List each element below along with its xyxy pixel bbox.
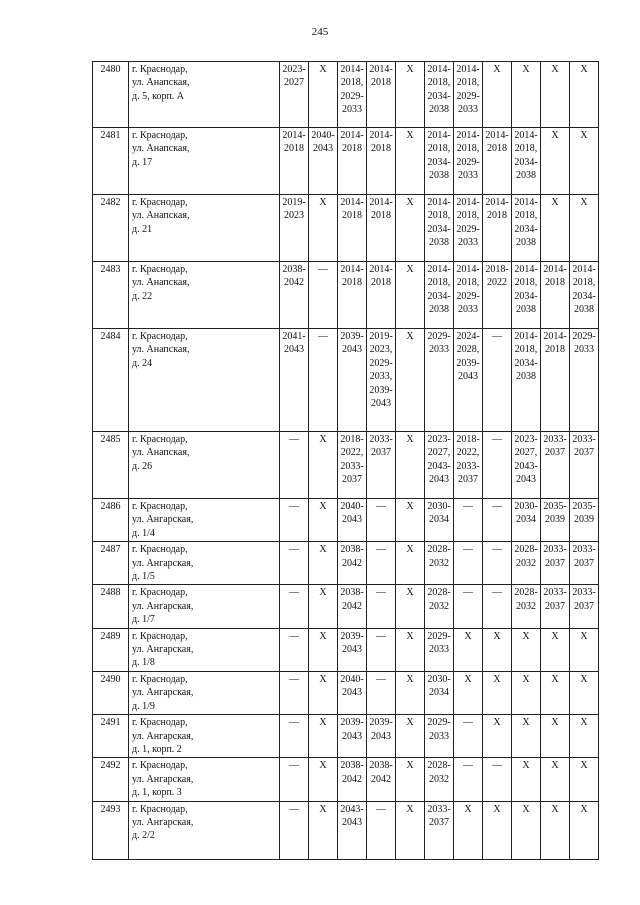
period-cell: 2014- 2018, 2029- 2033 [454,195,483,262]
period-cell: 2014- 2018 [338,128,367,195]
period-cell: 2014- 2018 [367,128,396,195]
period-cell: X [396,801,425,859]
period-cell: — [454,585,483,628]
period-cell: X [570,195,599,262]
period-cell: — [454,715,483,758]
period-cell: — [454,758,483,801]
row-number: 2481 [93,128,129,195]
period-cell: 2018- 2022, 2033- 2037 [338,432,367,499]
period-cell: X [309,195,338,262]
period-cell: 2039- 2043 [338,628,367,671]
address-cell: г. Краснодар, ул. Анапская, д. 5, корп. А [129,62,280,128]
period-cell: — [483,432,512,499]
period-cell: 2014- 2018, 2034- 2038 [425,195,454,262]
period-cell: X [309,499,338,542]
period-cell: X [454,801,483,859]
address-cell: г. Краснодар, ул. Ангарская, д. 1/5 [129,542,280,585]
period-cell: 2024- 2028, 2039- 2043 [454,329,483,432]
period-cell: — [367,585,396,628]
period-cell: 2041- 2043 [280,329,309,432]
period-cell: X [541,801,570,859]
period-cell: X [396,128,425,195]
period-cell: 2023- 2027 [280,62,309,128]
table-row [93,801,599,859]
table-row [93,585,599,628]
row-number: 2491 [93,715,129,758]
period-cell: 2033- 2037 [541,585,570,628]
row-number: 2485 [93,432,129,499]
period-cell: 2028- 2032 [425,542,454,585]
period-cell: X [309,671,338,714]
row-number: 2490 [93,671,129,714]
period-cell: 2023- 2027, 2043- 2043 [425,432,454,499]
table-row [93,195,599,262]
address-cell: г. Краснодар, ул. Ангарская, д. 1/4 [129,499,280,542]
row-number: 2480 [93,62,129,128]
period-cell: — [280,585,309,628]
period-cell: X [396,758,425,801]
period-cell: 2039- 2043 [338,715,367,758]
table-row [93,628,599,671]
table-row [93,62,599,128]
period-cell: — [367,671,396,714]
address-cell: г. Краснодар, ул. Ангарская, д. 1/8 [129,628,280,671]
period-cell: 2014- 2018 [280,128,309,195]
period-cell: — [367,801,396,859]
period-cell: 2014- 2018, 2029- 2033 [338,62,367,128]
period-cell: 2029- 2033 [425,628,454,671]
period-cell: 2014- 2018 [541,262,570,329]
row-number: 2486 [93,499,129,542]
period-cell: — [280,715,309,758]
address-cell: г. Краснодар, ул. Ангарская, д. 1/7 [129,585,280,628]
period-cell: X [541,128,570,195]
period-cell: 2035- 2039 [570,499,599,542]
period-cell: X [512,801,541,859]
period-cell: 2033- 2037 [425,801,454,859]
period-cell: 2040- 2043 [309,128,338,195]
period-cell: 2018- 2022 [483,262,512,329]
table-row [93,715,599,758]
period-cell: — [454,499,483,542]
period-cell: X [396,262,425,329]
period-cell: 2029- 2033 [570,329,599,432]
period-cell: 2014- 2018 [483,128,512,195]
period-cell: 2018- 2022, 2033- 2037 [454,432,483,499]
address-cell: г. Краснодар, ул. Ангарская, д. 1, корп. 2 [129,715,280,758]
period-cell: 2014- 2018, 2034- 2038 [425,62,454,128]
period-cell: X [309,628,338,671]
period-cell: X [570,758,599,801]
period-cell: X [541,758,570,801]
period-cell: 2014- 2018 [367,195,396,262]
table-row [93,128,599,195]
period-cell: X [483,62,512,128]
page-number: 245 [311,26,329,38]
period-cell: X [570,671,599,714]
row-number: 2484 [93,329,129,432]
period-cell: X [512,62,541,128]
period-cell: 2023- 2027, 2043- 2043 [512,432,541,499]
period-cell: 2033- 2037 [570,432,599,499]
period-cell: 2040- 2043 [338,671,367,714]
period-cell: X [570,628,599,671]
period-cell: — [483,758,512,801]
period-cell: 2014- 2018, 2034- 2038 [570,262,599,329]
repair-schedule-table [92,61,599,860]
period-cell: 2014- 2018, 2034- 2038 [512,195,541,262]
period-cell: X [483,801,512,859]
period-cell: — [483,542,512,585]
period-cell: X [483,715,512,758]
period-cell: 2014- 2018, 2034- 2038 [425,128,454,195]
period-cell: X [541,715,570,758]
address-cell: г. Краснодар, ул. Анапская, д. 17 [129,128,280,195]
period-cell: 2039- 2043 [367,715,396,758]
period-cell: 2014- 2018, 2029- 2033 [454,128,483,195]
period-cell: X [512,671,541,714]
period-cell: 2014- 2018, 2034- 2038 [512,262,541,329]
period-cell: 2030- 2034 [512,499,541,542]
period-cell: X [541,195,570,262]
period-cell: X [541,671,570,714]
period-cell: X [396,195,425,262]
period-cell: 2014- 2018, 2034- 2038 [425,262,454,329]
period-cell: X [541,628,570,671]
address-cell: г. Краснодар, ул. Анапская, д. 22 [129,262,280,329]
period-cell: — [280,801,309,859]
period-cell: X [396,542,425,585]
period-cell: 2014- 2018 [541,329,570,432]
period-cell: 2038- 2042 [338,585,367,628]
period-cell: X [454,671,483,714]
period-cell: 2033- 2037 [541,432,570,499]
period-cell: 2033- 2037 [367,432,396,499]
table-row [93,262,599,329]
period-cell: X [483,671,512,714]
period-cell: X [396,585,425,628]
period-cell: X [309,801,338,859]
period-cell: 2033- 2037 [570,542,599,585]
period-cell: — [280,542,309,585]
period-cell: — [280,758,309,801]
period-cell: — [367,628,396,671]
row-number: 2493 [93,801,129,859]
table-row [93,671,599,714]
row-number: 2487 [93,542,129,585]
period-cell: — [280,671,309,714]
period-cell: X [309,758,338,801]
row-number: 2483 [93,262,129,329]
period-cell: 2014- 2018 [338,195,367,262]
period-cell: X [512,715,541,758]
row-number: 2488 [93,585,129,628]
row-number: 2489 [93,628,129,671]
period-cell: 2014- 2018, 2029- 2033 [454,62,483,128]
period-cell: 2028- 2032 [512,585,541,628]
period-cell: 2019- 2023 [280,195,309,262]
address-cell: г. Краснодар, ул. Анапская, д. 21 [129,195,280,262]
address-cell: г. Краснодар, ул. Анапская, д. 24 [129,329,280,432]
period-cell: 2033- 2037 [570,585,599,628]
table-row [93,499,599,542]
period-cell: — [367,542,396,585]
period-cell: X [483,628,512,671]
period-cell: X [396,62,425,128]
period-cell: — [309,329,338,432]
period-cell: X [309,715,338,758]
address-cell: г. Краснодар, ул. Ангарская, д. 1/9 [129,671,280,714]
period-cell: 2040- 2043 [338,499,367,542]
table-row [93,329,599,432]
period-cell: 2038- 2042 [338,758,367,801]
period-cell: X [309,585,338,628]
period-cell: 2028- 2032 [425,585,454,628]
period-cell: — [280,628,309,671]
period-cell: 2014- 2018, 2029- 2033 [454,262,483,329]
period-cell: — [367,499,396,542]
period-cell: X [512,758,541,801]
period-cell: X [396,628,425,671]
period-cell: 2014- 2018 [483,195,512,262]
period-cell: X [396,499,425,542]
period-cell: 2014- 2018, 2034- 2038 [512,128,541,195]
period-cell: X [570,715,599,758]
period-cell: X [454,628,483,671]
period-cell: 2038- 2042 [338,542,367,585]
period-cell: 2043- 2043 [338,801,367,859]
table-row [93,758,599,801]
period-cell: X [309,432,338,499]
period-cell: — [280,432,309,499]
period-cell: 2039- 2043 [338,329,367,432]
address-cell: г. Краснодар, ул. Ангарская, д. 2/2 [129,801,280,859]
period-cell: 2014- 2018 [367,262,396,329]
table-row [93,432,599,499]
period-cell: 2014- 2018 [367,62,396,128]
period-cell: X [396,715,425,758]
period-cell: X [570,801,599,859]
period-cell: 2019- 2023, 2029- 2033, 2039- 2043 [367,329,396,432]
period-cell: 2030- 2034 [425,499,454,542]
period-cell: 2028- 2032 [512,542,541,585]
period-cell: X [309,542,338,585]
period-cell: — [483,585,512,628]
period-cell: — [309,262,338,329]
period-cell: — [280,499,309,542]
period-cell: X [396,671,425,714]
period-cell: 2030- 2034 [425,671,454,714]
period-cell: — [483,329,512,432]
period-cell: 2033- 2037 [541,542,570,585]
period-cell: X [570,62,599,128]
row-number: 2492 [93,758,129,801]
address-cell: г. Краснодар, ул. Ангарская, д. 1, корп. 3 [129,758,280,801]
period-cell: X [512,628,541,671]
period-cell: 2014- 2018 [338,262,367,329]
period-cell: X [541,62,570,128]
period-cell: 2028- 2032 [425,758,454,801]
table-row [93,542,599,585]
period-cell: 2029- 2033 [425,329,454,432]
period-cell: 2029- 2033 [425,715,454,758]
period-cell: 2038- 2042 [367,758,396,801]
period-cell: — [483,499,512,542]
period-cell: — [454,542,483,585]
period-cell: X [309,62,338,128]
period-cell: 2035- 2039 [541,499,570,542]
period-cell: X [396,432,425,499]
period-cell: X [570,128,599,195]
row-number: 2482 [93,195,129,262]
address-cell: г. Краснодар, ул. Анапская, д. 26 [129,432,280,499]
period-cell: 2014- 2018, 2034- 2038 [512,329,541,432]
period-cell: 2038- 2042 [280,262,309,329]
period-cell: X [396,329,425,432]
